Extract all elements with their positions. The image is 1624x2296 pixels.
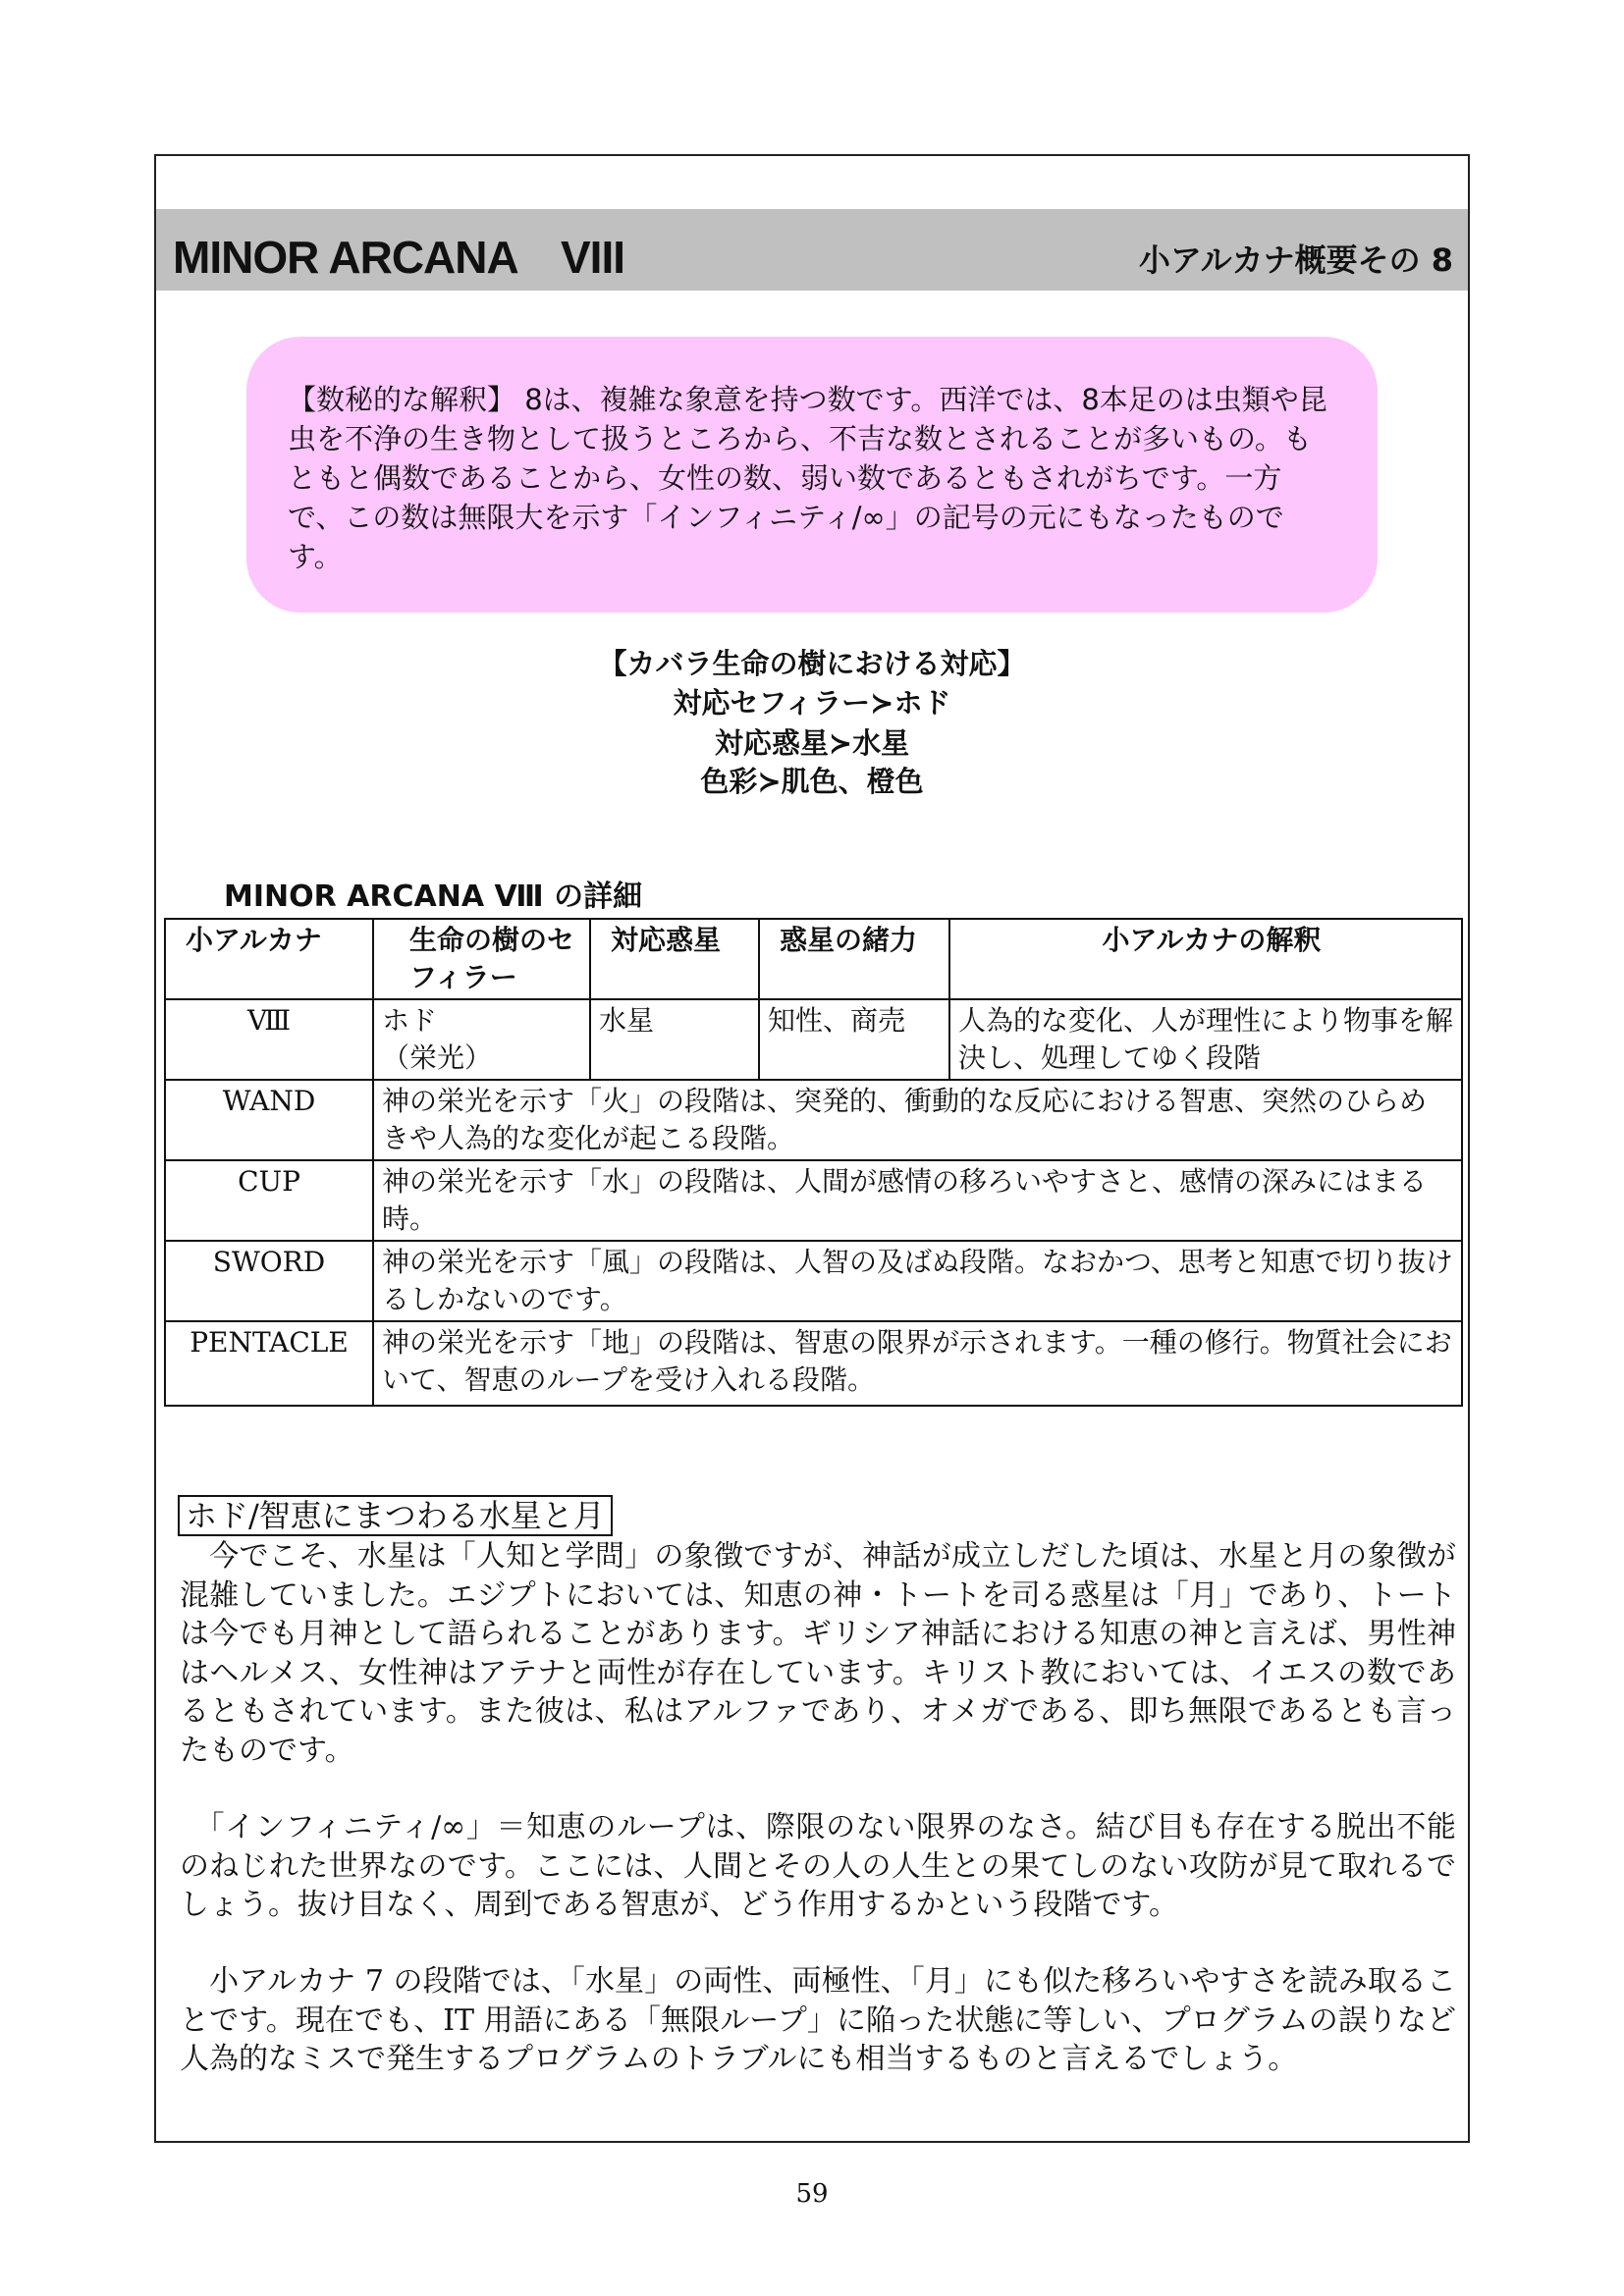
page-subtitle: 小アルカナ概要その 8: [1138, 241, 1453, 279]
cell: 水星: [590, 999, 759, 1080]
detail-table: [164, 918, 1463, 1407]
cell: 神の栄光を示す「火」の段階は、突発的、衝動的な反応における智恵、突然のひらめきや人為的な変化が起こる段階。: [373, 1080, 1462, 1160]
table-row: [165, 1321, 1462, 1406]
page-number: 59: [795, 2179, 829, 2209]
cell: 神の栄光を示す「地」の段階は、智恵の限界が示されます。一種の修行。物質社会において、智恵のループを受け入れる段階。: [373, 1321, 1462, 1406]
suit-cell: PENTACLE: [165, 1321, 373, 1406]
col-header: 小アルカナの解釈: [949, 919, 1462, 999]
cell: 神の栄光を示す「風」の段階は、人智の及ばぬ段階。なおかつ、思考と知恵で切り抜けるしかないのです。: [373, 1241, 1462, 1321]
table-row: [165, 999, 1462, 1080]
numerology-box: [246, 337, 1378, 613]
page-title: MINOR ARCANA VIII: [173, 232, 625, 283]
paragraph: 今でこそ、水星は「人知と学問」の象徴ですが、神話が成立しだした頃は、水星と月の象徴が混雑していました。エジプトにおいては、知恵の神・トートを司る惑星は「月」であり、トートは今でも月神として語られることがあります。ギリシア神話における知恵の神と言えば、男性神はヘルメス、女性神はアテナと両性が存在しています。キリスト教においては、イエスの数であるともされています。また彼は、私はアルファであり、オメガである、即ち無限であるとも言ったものです。: [180, 1539, 1456, 1768]
paragraph: 小アルカナ 7 の段階では、「水星」の両性、両極性、「月」にも似た移ろいやすさを読み取ることです。現在でも、IT 用語にある「無限ループ」に陥った状態に等しい、プログラムの誤りなど人為的なミスで発生するプログラムのトラブルにも相当するものと言えるでしょう。: [180, 1964, 1456, 2076]
col-header: 惑星の緒力: [759, 919, 949, 999]
suit-cell: WAND: [165, 1080, 373, 1160]
cell: Ⅷ: [165, 999, 373, 1080]
col-header: 生命の樹のセフィラー: [373, 919, 590, 999]
table-heading: MINOR ARCANA Ⅷ の詳細: [224, 880, 643, 914]
suit-cell: SWORD: [165, 1241, 373, 1321]
table-row: [165, 1241, 1462, 1321]
col-header: 小アルカナ: [165, 919, 373, 999]
numerology-text: 【数秘的な解釈】 8は、複雑な象意を持つ数です。西洋では、8本足のは虫類や昆虫を不浄の生き物として扱うところから、不吉な数とされることが多いもの。もともと偶数であることから、女性の数、弱い数であるともされがちです。一方で、この数は無限大を示す「インフィニティ/∞」の記号の元にもなったものです。: [288, 383, 1327, 573]
paragraph: 「インフィニティ/∞」＝知恵のループは、際限のない限界のなさ。結び目も存在する脱出不能のねじれた世界なのです。ここには、人間とその人の人生との果てしのない攻防が見て取れるでしょう。抜け目なく、周到である智恵が、どう作用するかという段階です。: [180, 1810, 1456, 1922]
section-heading: ホド/智恵にまつわる水星と月: [178, 1495, 613, 1536]
cell: 神の栄光を示す「水」の段階は、人間が感情の移ろいやすさと、感情の深みにはまる時。: [373, 1160, 1462, 1241]
kabbalah-color: 色彩≻肌色、橙色: [700, 765, 924, 798]
table-row: [165, 1160, 1462, 1241]
cell: 知性、商売: [759, 999, 949, 1080]
col-header: 対応惑星: [590, 919, 759, 999]
kabbalah-heading: 【カバラ生命の樹における対応】: [598, 647, 1026, 680]
kabbalah-sephira: 対応セフィラー≻ホド: [673, 686, 951, 720]
cell: 人為的な変化、人が理性により物事を解決し、処理してゆく段階: [949, 999, 1462, 1080]
cell: ホド （栄光）: [373, 999, 590, 1080]
suit-cell: CUP: [165, 1160, 373, 1241]
table-header-row: [165, 919, 1462, 999]
table-row: [165, 1080, 1462, 1160]
kabbalah-planet: 対応惑星≻水星: [714, 726, 910, 760]
